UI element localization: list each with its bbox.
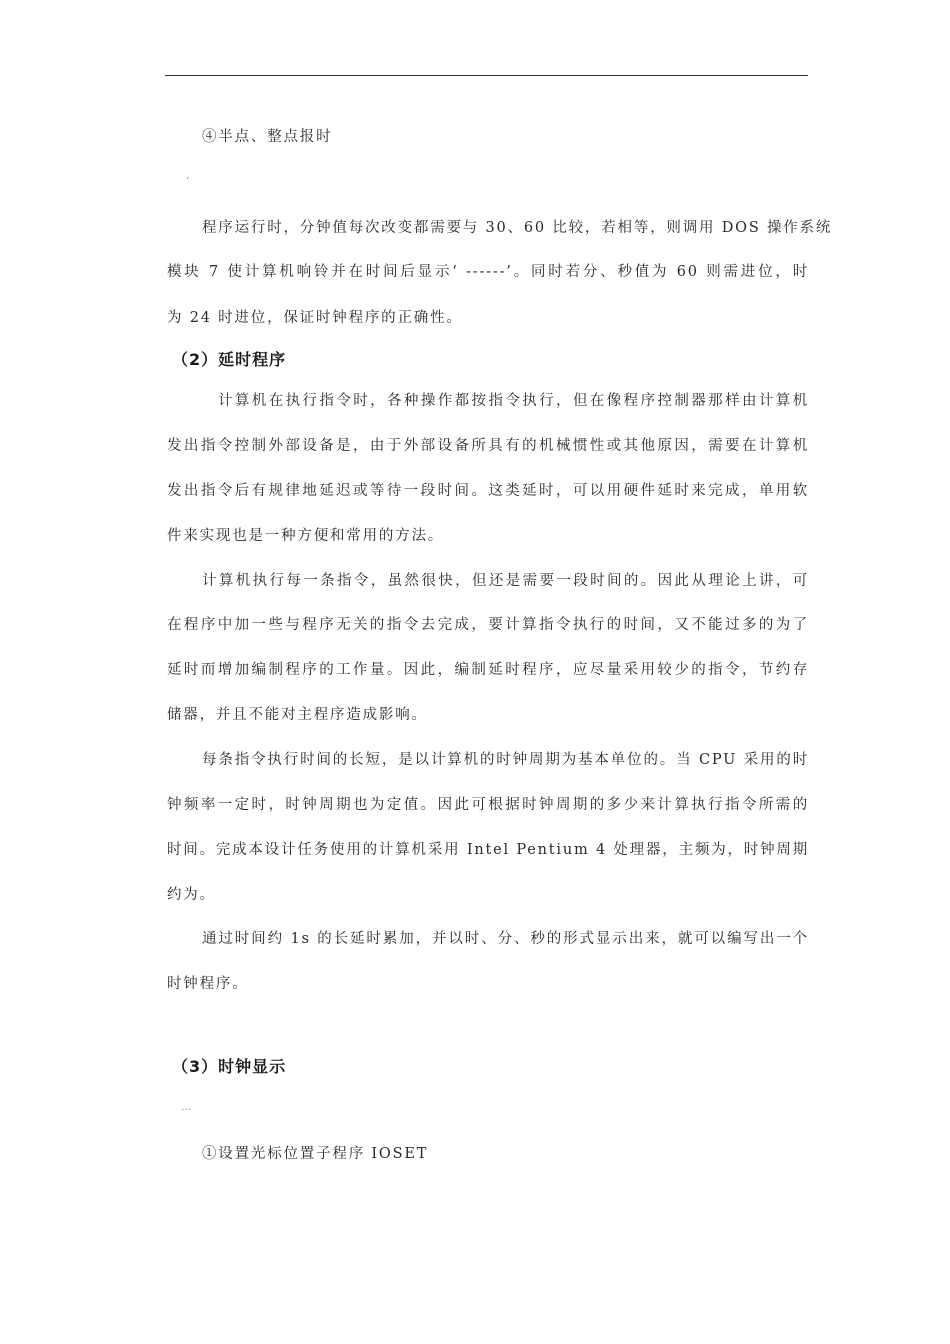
list-item-half-hour-chime: ④半点、整点报时 <box>202 129 333 145</box>
stray-mark: ‘ <box>186 176 190 187</box>
text-line: 为 24 时进位，保证时钟程序的正确性。 <box>167 310 463 326</box>
text-line: 时钟程序。 <box>167 976 249 992</box>
text-line: 计算机执行每一条指令，虽然很快，但还是需要一段时间的。因此从理论上讲，可 <box>202 573 809 589</box>
text-line: 程序运行时，分钟值每次改变都需要与 30、60 比较，若相等，则调用 DOS 操作系统 <box>202 220 833 236</box>
text-line: 发出指令控制外部设备是，由于外部设备所具有的机械惯性或其他原因，需要在计算机 <box>167 438 809 454</box>
text-line: 钟频率一定时，时钟周期也为定值。因此可根据时钟周期的多少来计算执行指令所需的 <box>167 797 809 813</box>
text-line: 每条指令执行时间的长短，是以计算机的时钟周期为基本单位的。当 CPU 采用的时 <box>202 752 809 768</box>
section-heading-delay: （2）延时程序 <box>172 350 287 369</box>
text-line: 时间。完成本设计任务使用的计算机采用 Intel Pentium 4 处理器，主频为，时钟周期 <box>167 842 809 858</box>
list-item-ioset: ①设置光标位置子程序 IOSET <box>202 1146 429 1162</box>
text-line: 储器，并且不能对主程序造成影响。 <box>167 707 428 723</box>
text-line: 计算机在执行指令时，各种操作都按指令执行，但在像程序控制器那样由计算机 <box>218 393 809 409</box>
text-line: 件来实现也是一种方便和常用的方法。 <box>167 528 445 544</box>
text-line: 通过时间约 1s 的长延时累加，并以时、分、秒的形式显示出来，就可以编写出一个 <box>202 931 809 947</box>
text-line: 在程序中加一些与程序无关的指令去完成，要计算指令执行的时间，又不能过多的为了 <box>167 617 809 633</box>
ellipsis-mark: … <box>181 1102 191 1113</box>
text-line: 延时而增加编制程序的工作量。因此，编制延时程序，应尽量采用较少的指令，节约存 <box>167 662 809 678</box>
text-line: 约为。 <box>167 887 216 903</box>
text-line: 模块 7 使计算机响铃并在时间后显示‘ ------’。同时若分、秒值为 60 则需进位，时 <box>167 264 809 280</box>
text-line: 发出指令后有规律地延迟或等待一段时间。这类延时，可以用硬件延时来完成，单用软 <box>167 483 809 499</box>
section-heading-clock-display: （3）时钟显示 <box>172 1057 287 1076</box>
header-rule <box>165 75 808 76</box>
